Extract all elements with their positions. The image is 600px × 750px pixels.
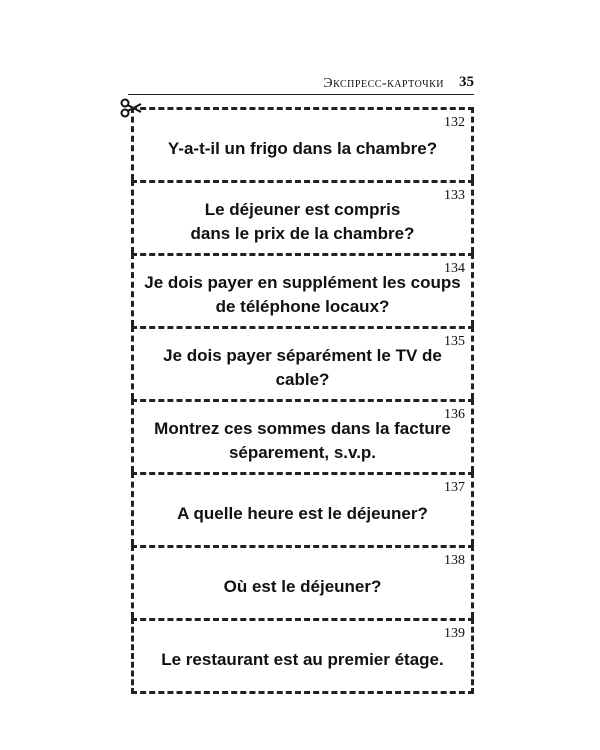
card-number: 134: [444, 261, 465, 276]
card-text: Le restaurant est au premier étage.: [161, 650, 444, 669]
card-number: 135: [444, 334, 465, 349]
card-number: 138: [444, 553, 465, 568]
card-text: Y-a-t-il un frigo dans la chambre?: [167, 139, 438, 158]
flashcard: [131, 545, 474, 618]
flashcard-list: [131, 107, 474, 694]
flashcard: [131, 253, 474, 326]
card-text: Je dois payer en supplément les coups de téléphone locaux?: [144, 273, 461, 316]
card-text: Le déjeuner est compris dans le prix de la chambre?: [190, 200, 415, 243]
card-text: Où est le déjeuner?: [223, 577, 382, 596]
card-text: Je dois payer séparément le TV de cable?: [163, 346, 442, 389]
flashcard: [131, 399, 474, 472]
card-number: 133: [444, 188, 465, 203]
running-head: [128, 74, 474, 95]
section-title: Экспресс-карточки: [323, 76, 444, 91]
card-text: Montrez ces sommes dans la facture séparement, s.v.p.: [154, 419, 451, 462]
flashcard: [131, 107, 474, 180]
flashcard: [131, 180, 474, 253]
card-number: 137: [444, 480, 465, 495]
card-number: 132: [444, 115, 465, 130]
card-number: 136: [444, 407, 465, 422]
flashcard: [131, 326, 474, 399]
card-text: A quelle heure est le déjeuner?: [177, 504, 428, 523]
page-number: 35: [459, 74, 474, 90]
flashcard: [131, 472, 474, 545]
card-number: 139: [444, 626, 465, 641]
flashcard: [131, 618, 474, 694]
